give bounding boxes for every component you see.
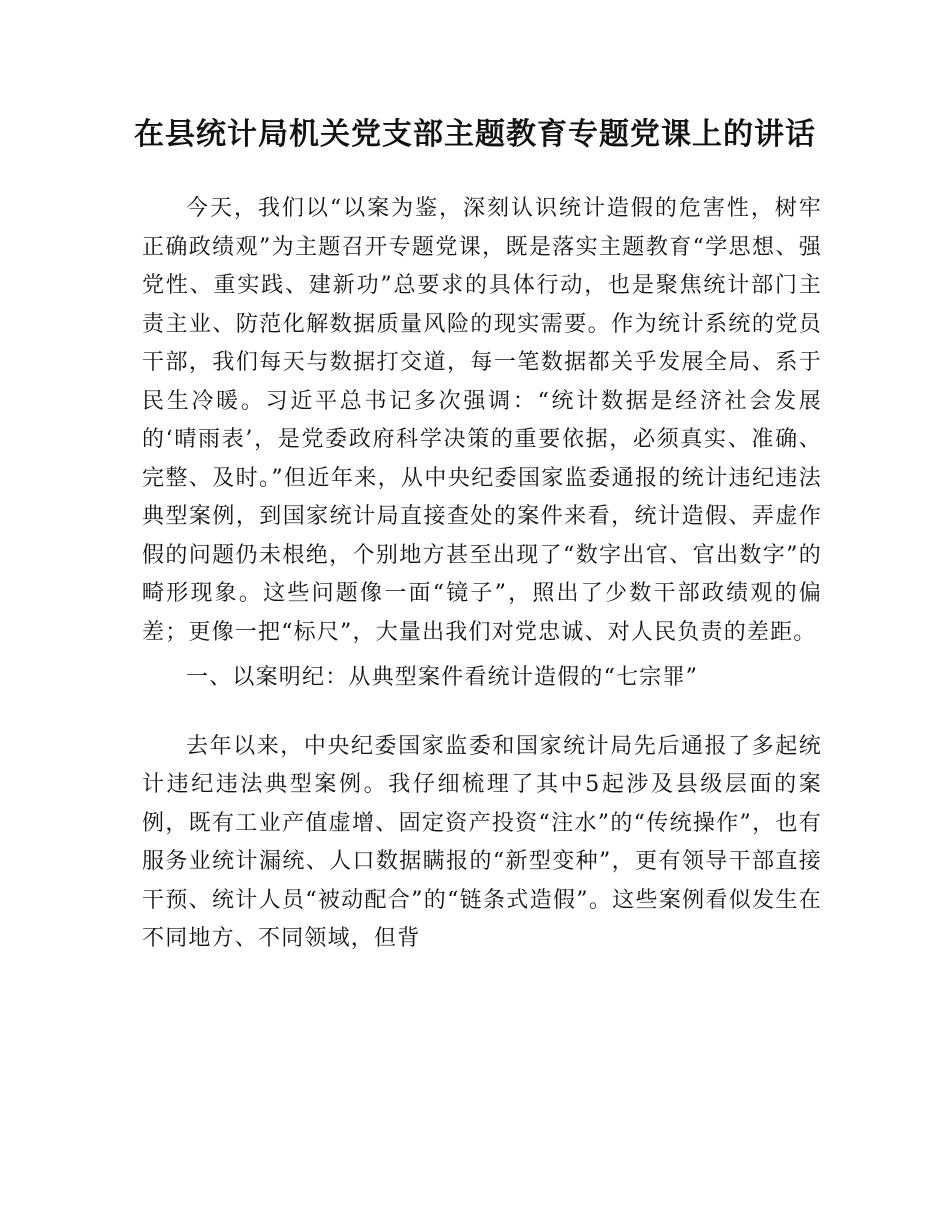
document-title: 在县统计局机关党支部主题教育专题党课上的讲话	[134, 117, 816, 152]
section-paragraph: 去年以来，中央纪委国家监委和国家统计局先后通报了多起统计违纪违法典型案例。我仔细梳理了其中5起涉及县级层面的案例，既有工业产值虚增、固定资产投资“注水”的“传统操作”，也有服务业统计漏统、人口数据瞒报的“新型变种”，更有领导干部直接干预、统计人员“被动配合”的“链条式造假”。这些案例看似发生在不同地方、不同领域，但背	[142, 733, 822, 951]
intro-paragraph: 今天，我们以“以案为鉴，深刻认识统计造假的危害性，树牢正确政绩观”为主题召开专题党课，既是落实主题教育“学思想、强党性、重实践、建新功”总要求的具体行动，也是聚焦统计部门主责主业、防范化解数据质量风险的现实需要。作为统计系统的党员干部，我们每天与数据打交道，每一笔数据都关乎发展全局、系于民生冷暖。习近平总书记多次强调：“统计数据是经济社会发展的‘晴雨表’，是党委政府科学决策的重要依据，必须真实、准确、完整、及时。”但近年来，从中央纪委国家监委通报的统计违纪违法典型案例，到国家统计局直接查处的案件来看，统计造假、弄虚作假的问题仍未根绝，个别地方甚至出现了“数字出官、官出数字”的畸形现象。这些问题像一面“镜子”，照出了少数干部政绩观的偏差；更像一把“标尺”，大量出我们对党忠诚、对人民负责的差距。	[142, 196, 822, 645]
document-body	[142, 190, 822, 959]
section-heading: 一、以案明纪：从典型案件看统计造假的“七宗罪”	[186, 665, 699, 690]
